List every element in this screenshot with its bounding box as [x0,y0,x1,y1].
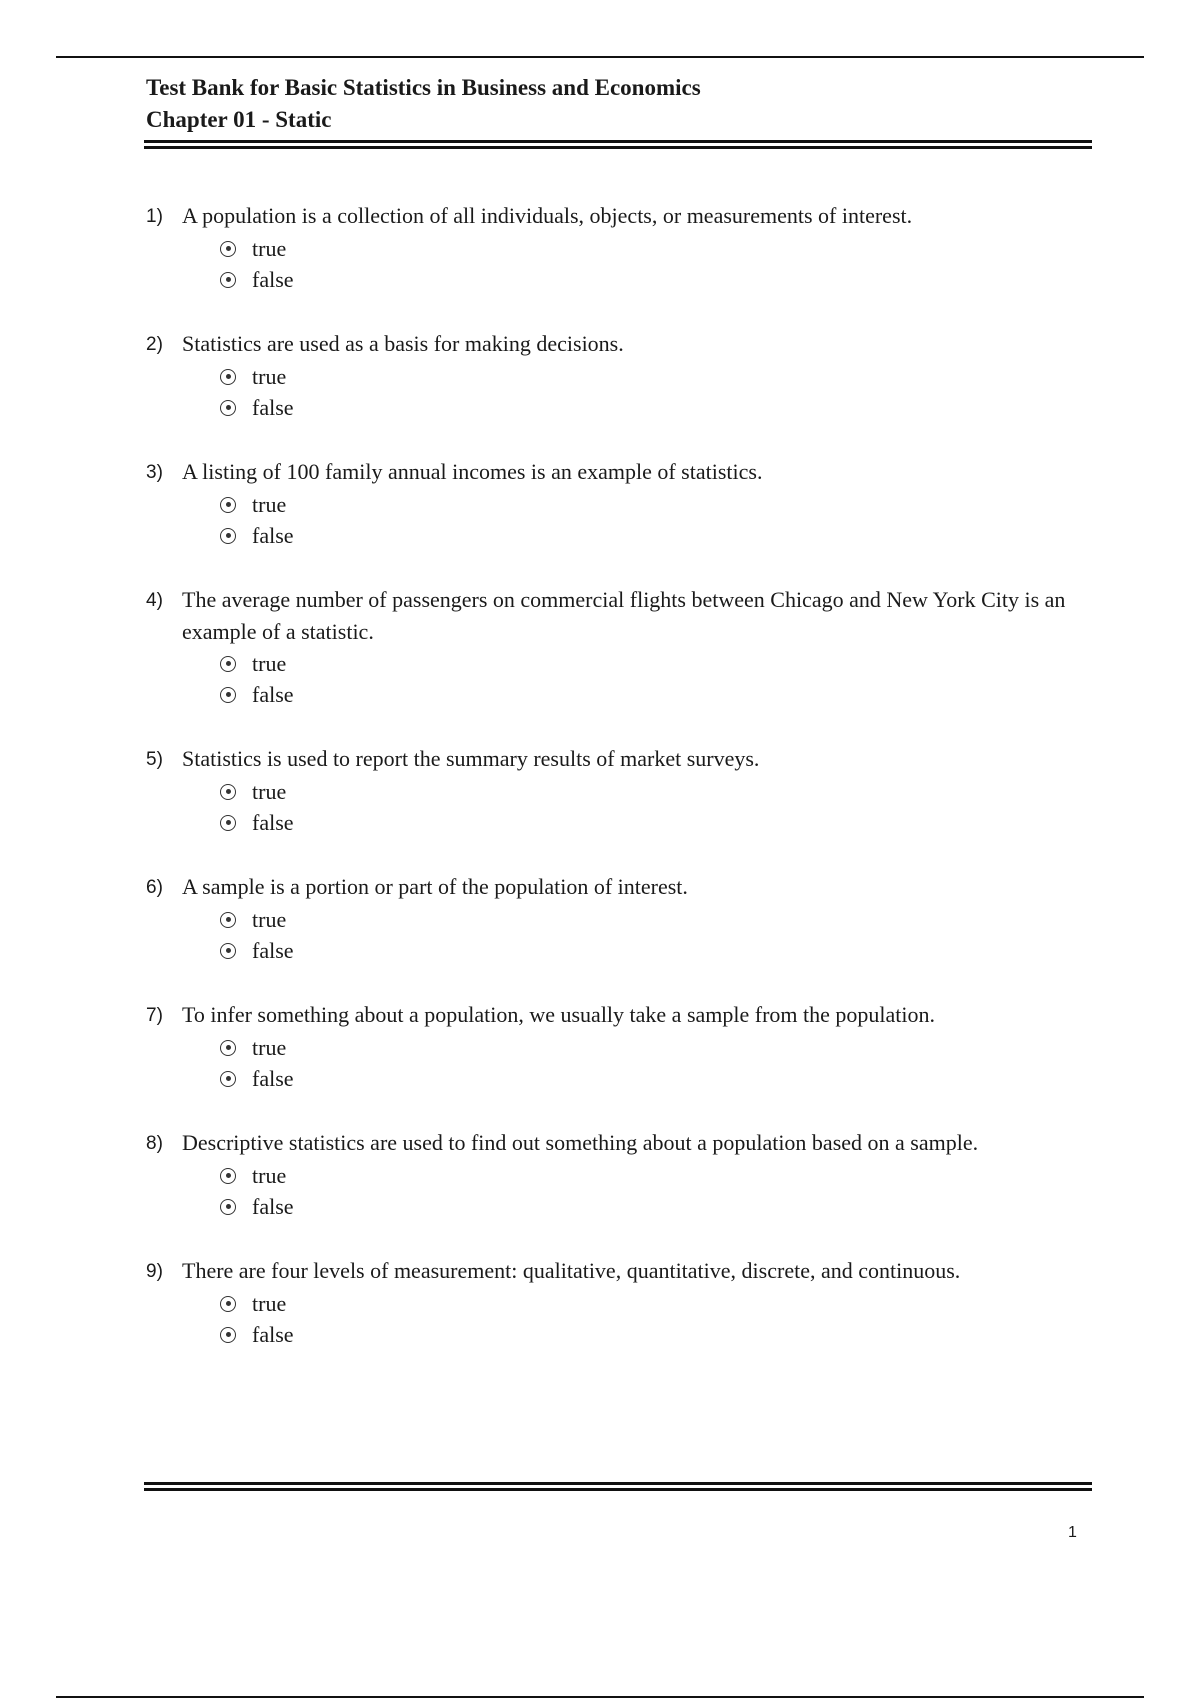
question-text: There are four levels of measurement: qualitative, quantitative, discrete, and continuous. [182,1258,961,1283]
radio-button-icon[interactable] [220,369,236,385]
answer-option-false[interactable] [220,392,1092,423]
question-text: Statistics are used as a basis for making decisions. [182,331,624,356]
answer-option-label: false [252,1194,294,1219]
answer-option-label: true [252,236,287,261]
answer-option-label: true [252,651,287,676]
page-number: 1 [1068,1524,1077,1541]
document-title: Test Bank for Basic Statistics in Business and Economics [146,75,701,100]
radio-button-icon[interactable] [220,656,236,672]
answer-option-false[interactable] [220,520,1092,551]
answer-option-label: false [252,682,294,707]
answer-option-true[interactable] [220,648,1092,679]
question-text: To infer something about a population, we usually take a sample from the population. [182,1002,936,1027]
question-number: 3) [146,462,163,483]
answer-option-label: false [252,938,294,963]
question-number: 8) [146,1133,163,1154]
chapter-title: Chapter 01 - Static [146,107,332,132]
question-row [146,999,1092,1032]
radio-button-icon[interactable] [220,1327,236,1343]
answer-option-false[interactable] [220,264,1092,295]
answer-option-label: false [252,1066,294,1091]
answer-option-true[interactable] [220,1160,1092,1191]
question-row [146,200,1092,233]
question-text: A sample is a portion or part of the population of interest. [182,874,688,899]
radio-button-icon[interactable] [220,815,236,831]
radio-button-icon[interactable] [220,400,236,416]
answer-option-true[interactable] [220,489,1092,520]
radio-button-icon[interactable] [220,912,236,928]
page-bottom-rule [56,1696,1144,1698]
question-number: 5) [146,749,163,770]
question-item [146,328,1092,423]
radio-button-icon[interactable] [220,497,236,513]
radio-button-icon[interactable] [220,1071,236,1087]
question-item [146,200,1092,295]
question-item [146,743,1092,838]
answer-option-false[interactable] [220,1191,1092,1222]
question-text: A population is a collection of all individuals, objects, or measurements of interest. [182,203,913,228]
radio-button-icon[interactable] [220,687,236,703]
footer-divider [144,1482,1092,1491]
answer-option-true[interactable] [220,776,1092,807]
radio-button-icon[interactable] [220,1296,236,1312]
answer-option-label: true [252,907,287,932]
question-text: A listing of 100 family annual incomes is an example of statistics. [182,459,763,484]
answer-option-false[interactable] [220,679,1092,710]
question-item [146,871,1092,966]
question-text: The average number of passengers on commercial flights between Chicago and New York City is an example of a statistic. [182,587,1066,644]
question-row [146,328,1092,361]
radio-button-icon[interactable] [220,241,236,257]
answer-option-label: false [252,395,294,420]
answer-option-label: true [252,364,287,389]
answer-option-label: false [252,1322,294,1347]
header-divider [144,140,1092,149]
question-list [146,200,1092,1383]
answer-option-true[interactable] [220,233,1092,264]
question-item [146,456,1092,551]
question-text: Descriptive statistics are used to find out something about a population based on a sample. [182,1130,979,1155]
answer-option-true[interactable] [220,1288,1092,1319]
question-item [146,999,1092,1094]
question-item [146,1255,1092,1350]
answer-option-label: false [252,810,294,835]
answer-option-false[interactable] [220,935,1092,966]
radio-button-icon[interactable] [220,528,236,544]
radio-button-icon[interactable] [220,943,236,959]
answer-option-label: false [252,267,294,292]
question-text: Statistics is used to report the summary results of market surveys. [182,746,760,771]
question-row [146,1127,1092,1160]
answer-option-false[interactable] [220,1319,1092,1350]
page-top-rule [56,56,1144,58]
question-row [146,743,1092,776]
question-row [146,584,1092,648]
question-number: 4) [146,590,163,611]
radio-button-icon[interactable] [220,784,236,800]
question-item [146,1127,1092,1222]
answer-option-label: true [252,1163,287,1188]
question-row [146,456,1092,489]
document-header [146,72,1092,136]
answer-option-label: true [252,492,287,517]
answer-option-false[interactable] [220,1063,1092,1094]
question-number: 9) [146,1261,163,1282]
radio-button-icon[interactable] [220,1168,236,1184]
answer-option-label: true [252,1035,287,1060]
answer-option-true[interactable] [220,1032,1092,1063]
answer-option-false[interactable] [220,807,1092,838]
question-number: 6) [146,877,163,898]
radio-button-icon[interactable] [220,272,236,288]
answer-option-true[interactable] [220,361,1092,392]
answer-option-label: true [252,779,287,804]
answer-option-label: false [252,523,294,548]
question-row [146,871,1092,904]
question-number: 7) [146,1005,163,1026]
radio-button-icon[interactable] [220,1199,236,1215]
question-item [146,584,1092,710]
question-number: 2) [146,334,163,355]
question-row [146,1255,1092,1288]
question-number: 1) [146,206,163,227]
answer-option-label: true [252,1291,287,1316]
radio-button-icon[interactable] [220,1040,236,1056]
answer-option-true[interactable] [220,904,1092,935]
